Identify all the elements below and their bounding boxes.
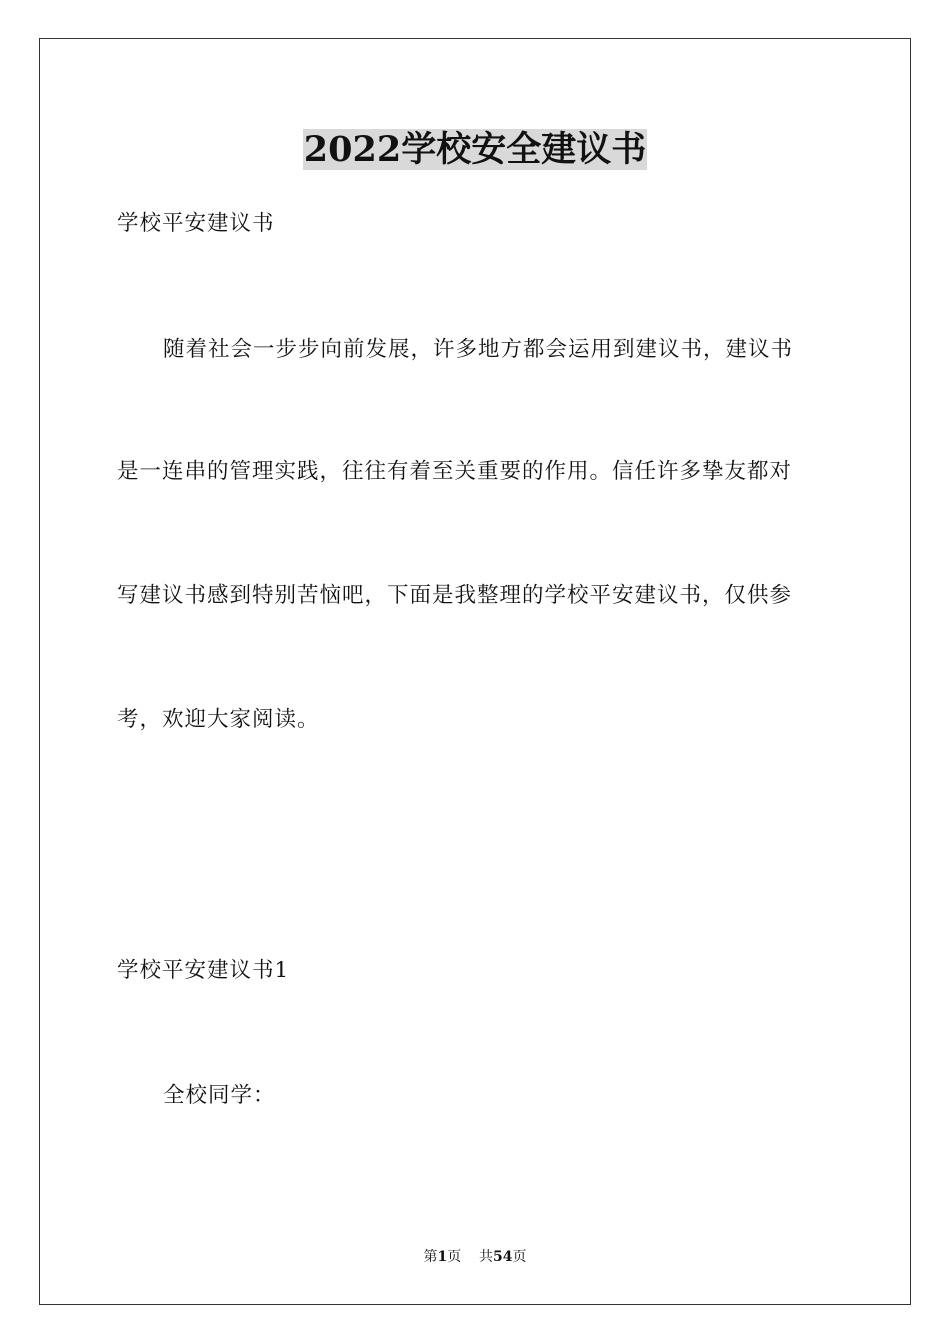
- intro-line-2: 是一连串的管理实践，往往有着至关重要的作用。信任许多挚友都对: [117, 459, 793, 484]
- document-title: [0, 128, 950, 172]
- footer-total-pages: 54: [493, 1249, 513, 1265]
- intro-line-3: 写建议书感到特别苦恼吧，下面是我整理的学校平安建议书，仅供参: [117, 583, 793, 608]
- document-title-text: 2022学校安全建议书: [303, 129, 647, 170]
- footer-page-prefix: 第: [423, 1249, 438, 1265]
- footer-page-suffix: 页: [447, 1249, 462, 1265]
- footer-total-suffix: 页: [512, 1249, 527, 1265]
- salutation: 全校同学：: [163, 1083, 276, 1108]
- document-subtitle: 学校平安建议书: [117, 211, 275, 236]
- intro-line-1: 随着社会一步步向前发展，许多地方都会运用到建议书，建议书: [163, 337, 794, 362]
- section-heading: 学校平安建议书1: [117, 958, 290, 983]
- page-footer: [0, 1247, 950, 1267]
- footer-total-prefix: 共: [479, 1249, 494, 1265]
- intro-line-4: 考，欢迎大家阅读。: [117, 707, 320, 732]
- footer-page-number: 1: [437, 1249, 448, 1265]
